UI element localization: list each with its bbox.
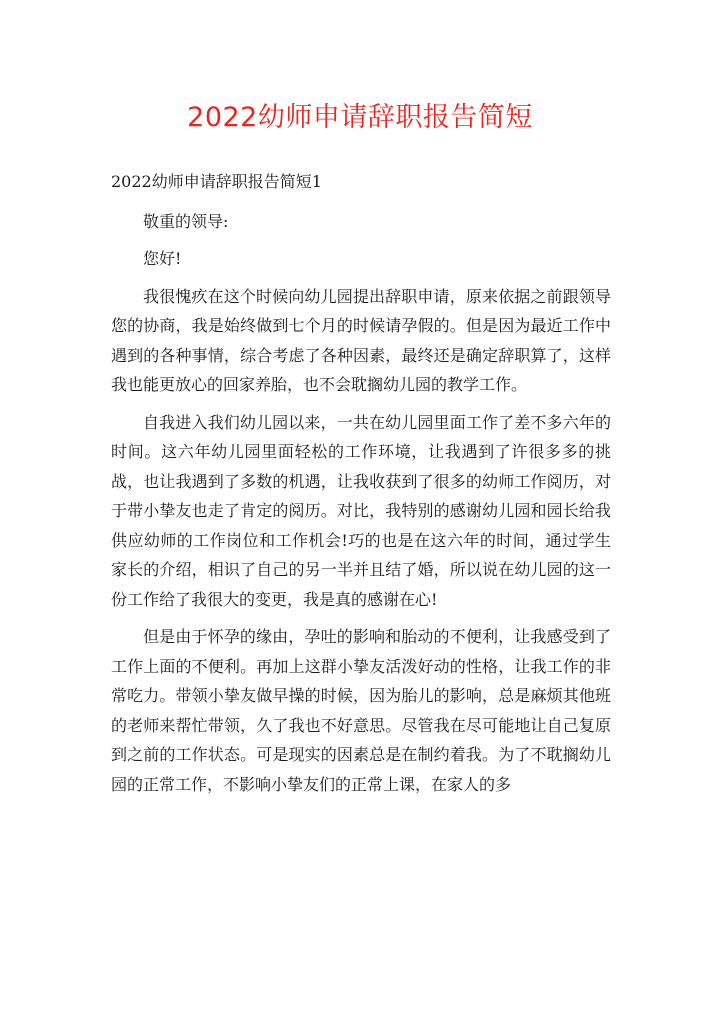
salutation: 敬重的领导: [143, 211, 229, 231]
section-heading: 2022幼师申请辞职报告简短1 [111, 172, 322, 191]
body-paragraph: 自我进入我们幼儿园以来，一共在幼儿园里面工作了差不多六年的时间。这六年幼儿园里面轻松的工作环境，让我遇到了许很多多的挑战，也让我遇到了多数的机遇，让我收获到了很多的幼师工作阅历，对于带小挚友也走了肯定的阅历。对比，我特别的感谢幼儿园和园长给我供应幼师的工作岗位和工作机会!巧的也是在这六年的时间，通过学生家长的介绍，相识了自己的另一半并且结了婚，所以说在幼儿园的这一份工作给了我很大的变更，我是真的感谢在心! [111, 412, 611, 609]
greeting: 您好! [143, 249, 182, 268]
document-body [111, 167, 611, 807]
body-paragraph: 但是由于怀孕的缘由，孕吐的影响和胎动的不便利，让我感受到了工作上面的不便利。再加上这群小挚友活泼好动的性格，让我工作的非常吃力。带领小挚友做早操的时候，因为胎儿的影响，总是麻烦其他班的老师来帮忙带领，久了我也不好意思。尽管我在尽可能地让自己复原到之前的工作状态。可是现实的因素总是在制约着我。为了不耽搁幼儿园的正常工作，不影响小挚友们的正常上课，在家人的多 [111, 627, 611, 794]
body-paragraph: 我很愧疚在这个时候向幼儿园提出辞职申请，原来依据之前跟领导您的协商，我是始终做到七个月的时候请孕假的。但是因为最近工作中遇到的各种事情，综合考虑了各种因素，最终还是确定辞职算了，这样我也能更放心的回家养胎，也不会耽搁幼儿园的教学工作。 [111, 286, 611, 394]
document-title: 2022幼师申请辞职报告简短 [187, 102, 533, 133]
